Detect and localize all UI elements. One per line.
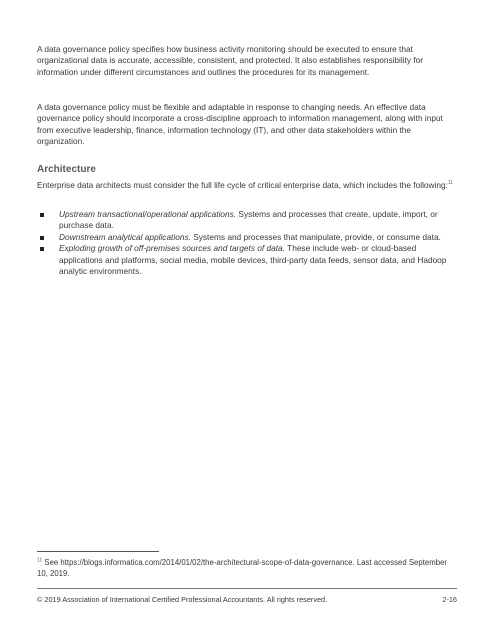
footnote-reference[interactable]: 11 (447, 180, 454, 187)
bullet-lead: Upstream transactional/operational applications. (59, 209, 237, 219)
footer-copyright: © 2019 Association of International Certified Professional Accountants. All rights reserved. (37, 595, 328, 604)
section-intro (37, 180, 457, 191)
section-heading: Architecture (37, 164, 96, 175)
section-intro-text: Enterprise data architects must consider the full life cycle of critical enterprise data, which includes the following: (37, 180, 448, 190)
bullet-text: Systems and processes that create, update, import, or purchase data. (59, 209, 438, 231)
paragraph-policy-definition: A data governance policy specifies how business activity monitoring should be executed to ensure that organizational data is accurate, accessible, consistent, and protected. It also establishes responsibility for information under different circumstances and outlines the procedures for its management. (37, 44, 424, 77)
bullet-item (37, 232, 457, 243)
bullet-square-icon (40, 247, 44, 251)
bullet-lead: Exploding growth of off-premises sources and targets of data. (59, 243, 285, 254)
bullet-item (37, 243, 457, 277)
bullet-text: These include web- or cloud-based applications and platforms, social media, mobile devices, third-party data feeds, sensor data, and Hadoop analytic environments. (59, 243, 447, 277)
bullet-text: Systems and processes that manipulate, provide, or consume data. (190, 231, 441, 242)
page-number: 2-16 (442, 595, 457, 604)
footnote-number: 11 (37, 557, 43, 564)
footer-divider (37, 588, 457, 589)
bullet-list (37, 209, 457, 277)
footnote (37, 557, 457, 579)
bullet-item (37, 209, 457, 232)
footnote-text: See https://blogs.informatica.com/2014/01/02/the-architectural-scope-of-data-governance. Last accessed September 10, 2019. (37, 558, 447, 578)
bullet-square-icon (40, 213, 44, 217)
paragraph-policy-flexibility: A data governance policy must be flexible and adaptable in response to changing needs. An effective data governance policy should incorporate a cross-discipline approach to information management, along with input from executive leadership, finance, information technology (IT), and other data stakeholders within the organization. (37, 102, 443, 147)
footnote-divider (37, 551, 159, 552)
bullet-lead: Downstream analytical applications. (59, 231, 191, 242)
bullet-square-icon (40, 236, 44, 240)
